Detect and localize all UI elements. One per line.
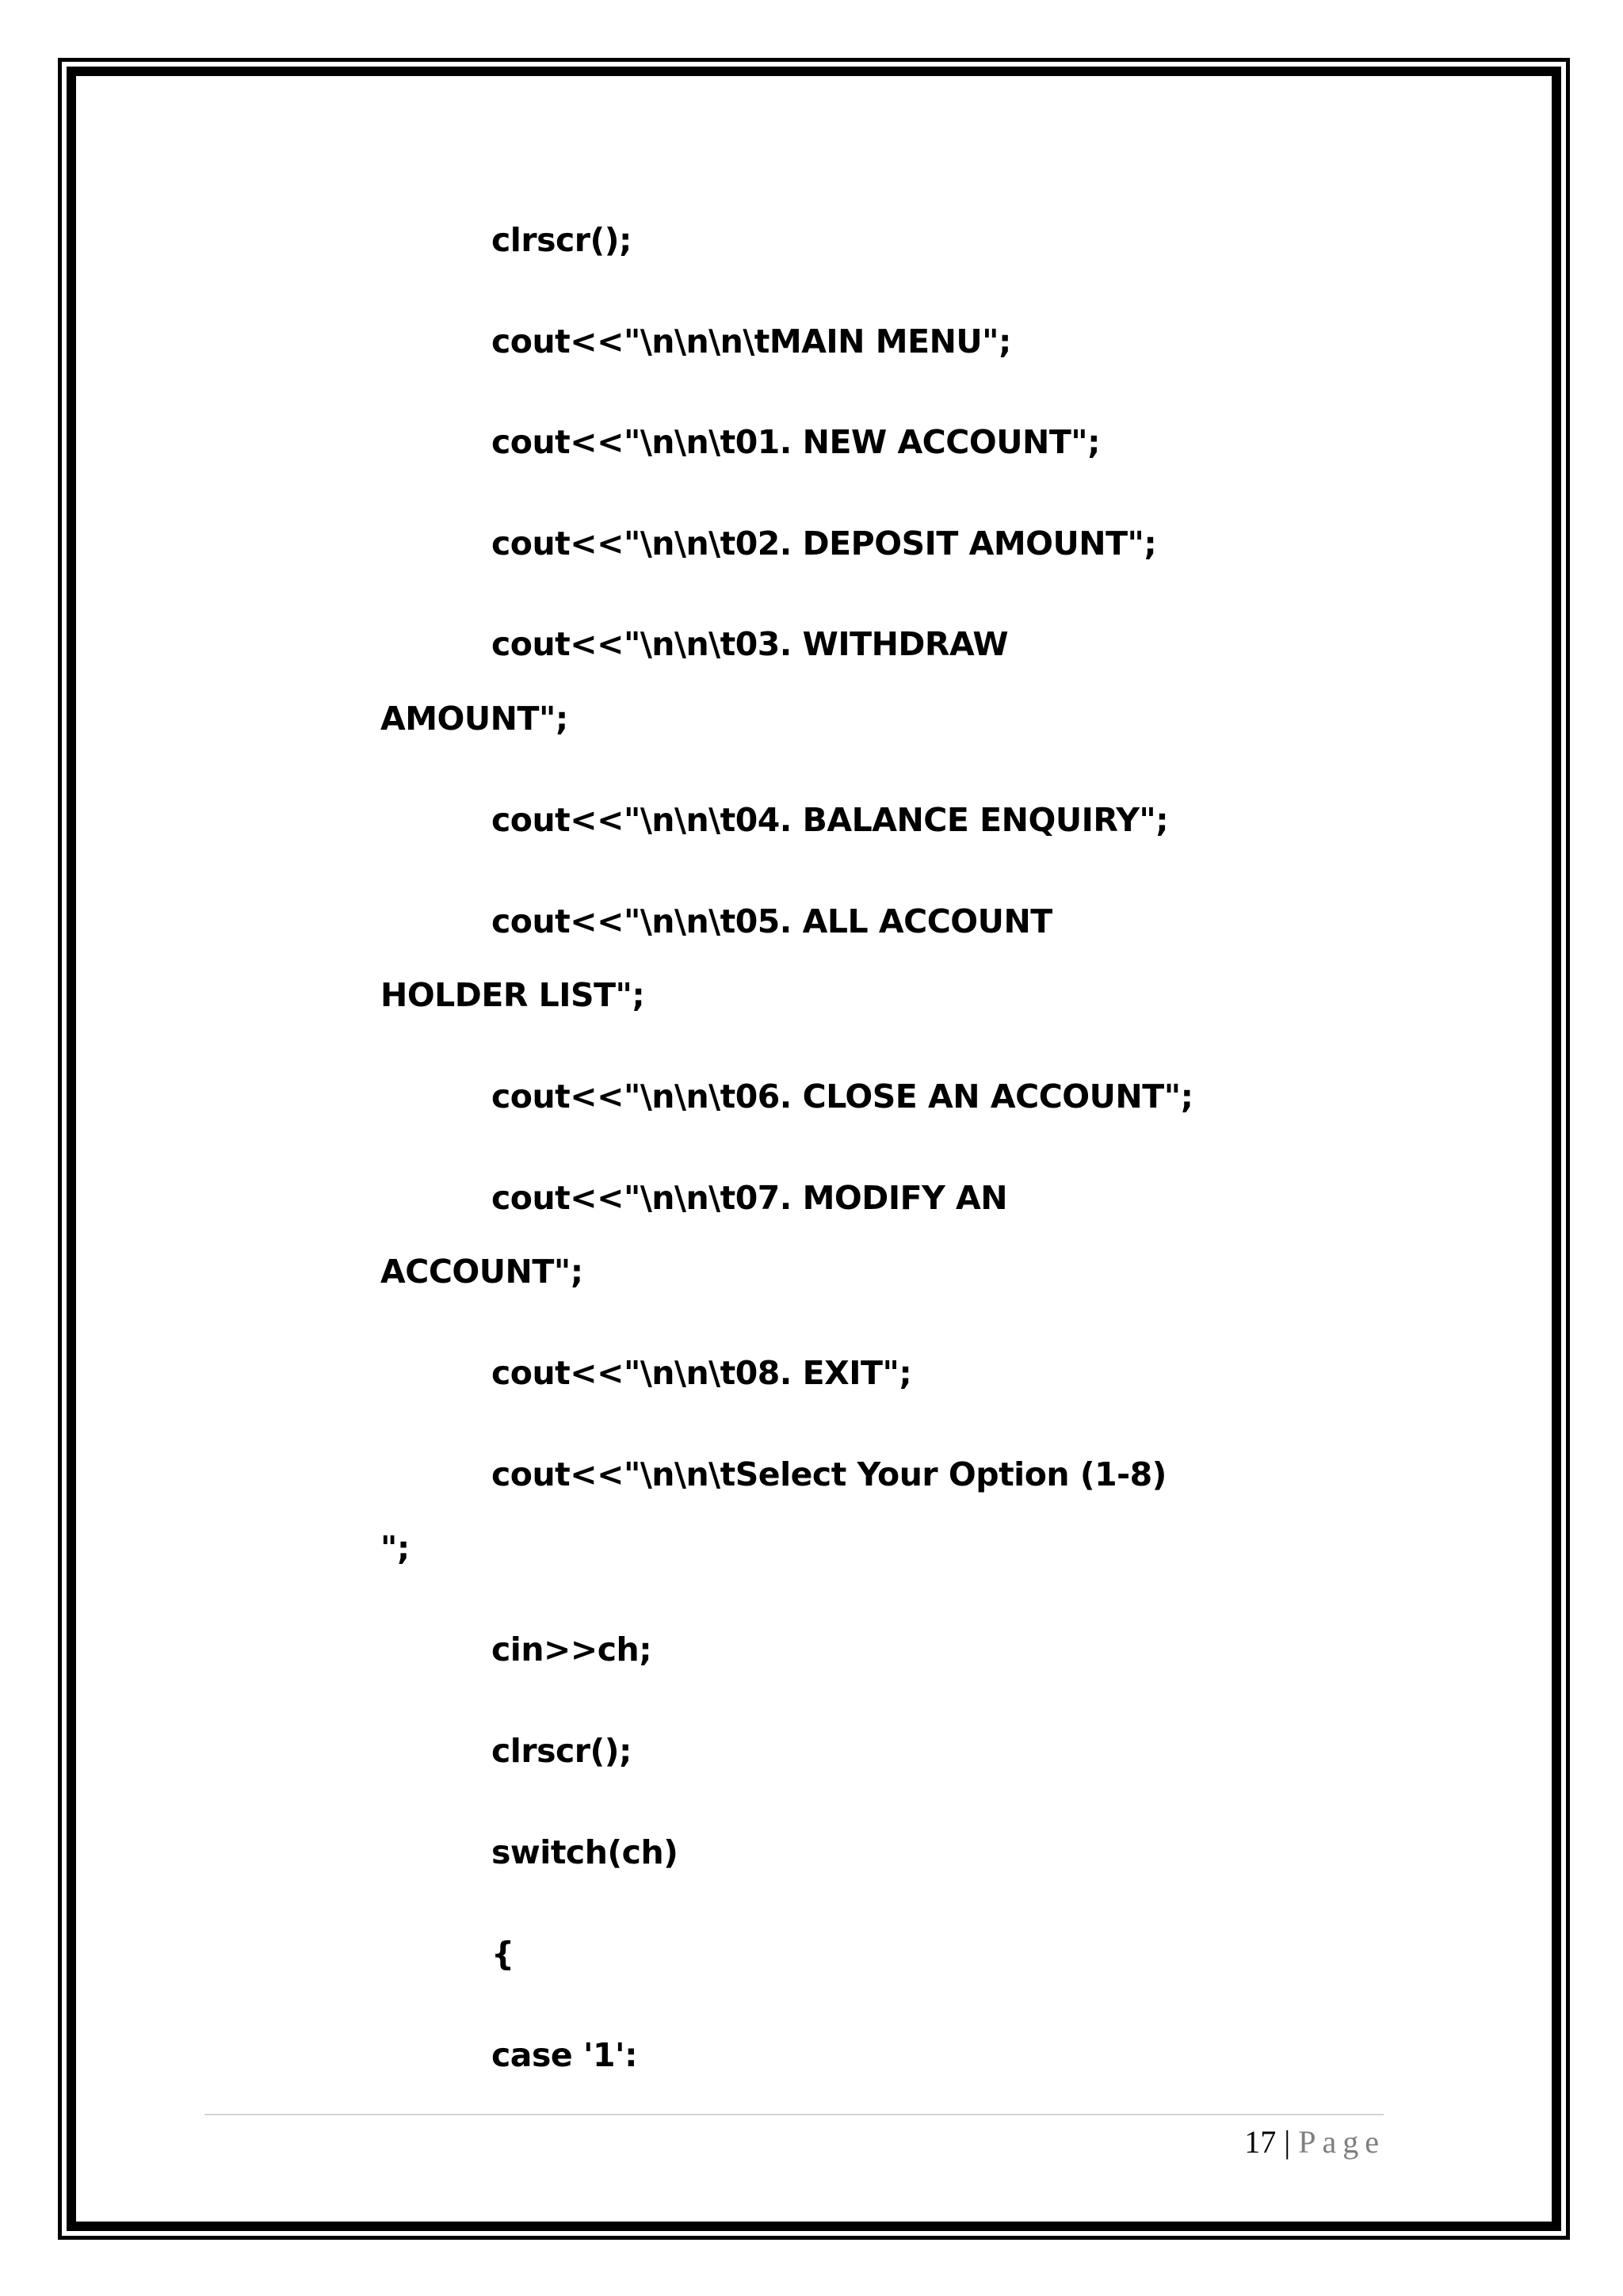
code-line: cout<<"\n\n\t03. WITHDRAW [491, 625, 1009, 663]
code-line: cout<<"\n\n\t02. DEPOSIT AMOUNT"; [491, 524, 1157, 563]
page-number: 17 [1244, 2124, 1277, 2160]
code-line: cin>>ch; [491, 1630, 652, 1669]
code-line: case '1': [491, 2036, 637, 2074]
code-line: "; [380, 1529, 410, 1567]
code-line: cout<<"\n\n\n\tMAIN MENU"; [491, 322, 1011, 360]
code-line: cout<<"\n\n\t08. EXIT"; [491, 1354, 912, 1392]
code-line: cout<<"\n\n\t07. MODIFY AN [491, 1179, 1008, 1217]
code-line: switch(ch) [491, 1833, 678, 1871]
code-line: cout<<"\n\n\t05. ALL ACCOUNT [491, 902, 1052, 940]
code-line: ACCOUNT"; [380, 1253, 583, 1291]
page-footer [1244, 2123, 1385, 2161]
code-line: { [491, 1935, 514, 1973]
footer-separator: | [1276, 2124, 1299, 2160]
code-line: cout<<"\n\n\t01. NEW ACCOUNT"; [491, 423, 1101, 461]
code-line: clrscr(); [491, 1732, 632, 1770]
page-label: Page [1298, 2124, 1385, 2160]
code-line: AMOUNT"; [380, 700, 568, 738]
code-line: cout<<"\n\n\t04. BALANCE ENQUIRY"; [491, 801, 1169, 839]
code-line: clrscr(); [491, 221, 632, 259]
footer-divider [204, 2114, 1384, 2115]
code-line: cout<<"\n\n\t06. CLOSE AN ACCOUNT"; [491, 1077, 1193, 1116]
code-line: cout<<"\n\n\tSelect Your Option (1-8) [491, 1455, 1167, 1493]
code-line: HOLDER LIST"; [380, 976, 645, 1014]
